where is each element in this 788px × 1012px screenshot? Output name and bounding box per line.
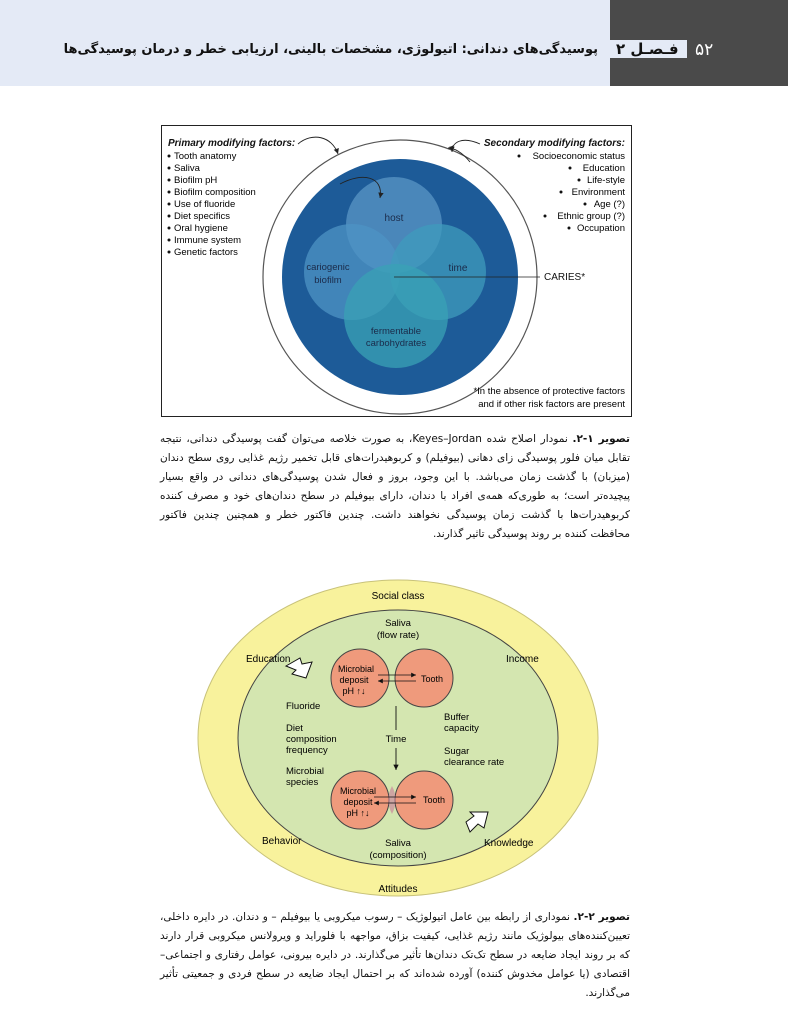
footnote-line-1: *In the absence of protective factors bbox=[473, 386, 625, 397]
buffer-label-2: capacity bbox=[444, 723, 479, 734]
saliva-top-2: (flow rate) bbox=[376, 630, 420, 641]
knowledge-label: Knowledge bbox=[484, 838, 534, 849]
chapter-label: فـصـل ۲ bbox=[608, 40, 687, 58]
deposit-bottom-2: deposit bbox=[343, 797, 373, 807]
diet-label-2: composition bbox=[286, 734, 337, 745]
secondary-item: Age (?) bbox=[593, 199, 625, 210]
figure-etiology-circles bbox=[188, 574, 608, 902]
secondary-item: Environment bbox=[571, 187, 625, 198]
figure-2-caption bbox=[160, 908, 630, 1003]
time-label: time bbox=[448, 263, 468, 274]
education-label: Education bbox=[246, 654, 291, 665]
carbs-label-1: fermentable bbox=[370, 326, 422, 337]
secondary-item: Occupation bbox=[576, 223, 625, 234]
behavior-label: Behavior bbox=[262, 836, 302, 847]
caries-label: CARIES* bbox=[544, 272, 586, 283]
primary-arrow-head bbox=[298, 137, 338, 154]
primary-item: Immune system bbox=[174, 235, 242, 246]
primary-item: Use of fluoride bbox=[174, 199, 236, 210]
diet-label-3: frequency bbox=[286, 745, 328, 756]
caption-2-label: تصویر ۲-۲. bbox=[573, 911, 630, 923]
figure-keyes-jordan bbox=[161, 125, 632, 417]
sugar-label-2: clearance rate bbox=[444, 757, 505, 768]
footnote-line-2: and if other risk factors are present bbox=[478, 399, 625, 410]
secondary-item: Life-style bbox=[586, 175, 625, 186]
tooth-bottom: Tooth bbox=[422, 795, 446, 805]
saliva-bottom-1: Saliva bbox=[385, 838, 411, 849]
time-label: Time bbox=[385, 734, 407, 745]
deposit-top-2: deposit bbox=[339, 675, 369, 685]
primary-item: Biofilm composition bbox=[174, 187, 256, 198]
primary-item: Genetic factors bbox=[174, 247, 238, 258]
host-label: host bbox=[384, 213, 404, 224]
deposit-bottom-1: Microbial bbox=[339, 786, 377, 796]
microbial-species-1: Microbial bbox=[286, 766, 325, 777]
attitudes-label: Attitudes bbox=[378, 884, 418, 895]
deposit-top-1: Microbial bbox=[337, 664, 375, 674]
secondary-list bbox=[518, 151, 626, 234]
sugar-label-1: Sugar bbox=[444, 746, 470, 757]
running-title: پوسیدگی‌های دندانی: اتیولوژی، مشخصات بالینی، ارزیابی خطر و درمان پوسیدگی‌ها bbox=[63, 42, 598, 57]
carbs-circle bbox=[344, 264, 448, 368]
secondary-item: Ethnic group (?) bbox=[557, 211, 625, 222]
primary-item: Saliva bbox=[174, 163, 200, 174]
microbial-species-2: species bbox=[286, 777, 319, 788]
fluoride-label: Fluoride bbox=[286, 701, 321, 712]
secondary-item: Socioeconomic status bbox=[532, 151, 625, 162]
biofilm-label-1: cariogenic bbox=[306, 262, 350, 273]
caption-1-text: نمودار اصلاح شده Keyes–Jordan، به صورت خلاصه می‌توان گفت پوسیدگی دندانی، نتیجه تقابل میان فلور پوسیدگی زای دهانی (بیوفیلم) و کربوهیدرات‌های قابل تخمیر رژیم غذایی روی سطح دندان (میزبان) با گذشت زمان می‌باشد. با این وجود، بروز و فعال شدن پوسیدگی‌های دندانی در واقع بسیار پیچیده‌تر است؛ به طوری‌که همه‌ی افراد با دندان، دارای بیوفیلم در سطح دندان‌های خود و مصرف کننده کربوهیدرات‌ها با گذشت زمان پوسیدگی نخواهند داشت. چندین فاکتور خطر و همچنین چندین فاکتور محافظت کننده بر روند پوسیدگی تاثیر گذارند. bbox=[160, 433, 630, 540]
social-class-label: Social class bbox=[371, 591, 425, 602]
diet-label-1: Diet bbox=[286, 723, 303, 734]
biofilm-label-2: biofilm bbox=[314, 275, 342, 286]
carbs-label-2: carbohydrates bbox=[365, 338, 427, 349]
saliva-top-1: Saliva bbox=[385, 618, 411, 629]
primary-title: Primary modifying factors: bbox=[168, 138, 296, 149]
page-number: ۵۲ bbox=[695, 40, 714, 60]
buffer-label-1: Buffer bbox=[444, 712, 470, 723]
figure-1-caption bbox=[160, 430, 630, 544]
caption-1-label: تصویر ۱-۲. bbox=[572, 433, 630, 445]
caption-2-text: نموداری از رابطه بین عامل اتیولوژیک – رسوب میکروبی یا بیوفیلم – و دندان. در دایره داخلی، تعیین‌کننده‌های بیولوژیک مانند رژیم غذایی، کیفیت بزاق، مواجهه با فلوراید و ویرولانس میکروبی قرار دارند که بر روند ایجاد ضایعه در سطح تک‌تک دندان‌ها تأثیر می‌گذارند. در دایره بیرونی، عوامل رفتاری و اجتماعی–اقتصادی (یا عوامل مخدوش کننده) آورده شده‌اند که بر احتمال ایجاد ضایعه در سطح فردی و جمعیتی تأثیر می‌گذارند. bbox=[160, 911, 630, 999]
primary-item: Oral hygiene bbox=[174, 223, 228, 234]
saliva-bottom-2: (composition) bbox=[369, 850, 427, 861]
secondary-title: Secondary modifying factors: bbox=[483, 138, 625, 149]
primary-item: Biofilm pH bbox=[174, 175, 218, 186]
deposit-bottom-3: pH ↑↓ bbox=[346, 808, 370, 818]
primary-item: Diet specifics bbox=[174, 211, 230, 222]
income-label: Income bbox=[506, 654, 539, 665]
secondary-item: Education bbox=[582, 163, 625, 174]
deposit-top-3: pH ↑↓ bbox=[342, 686, 366, 696]
primary-list bbox=[168, 151, 256, 258]
tooth-top: Tooth bbox=[420, 674, 444, 684]
primary-item: Tooth anatomy bbox=[174, 151, 237, 162]
